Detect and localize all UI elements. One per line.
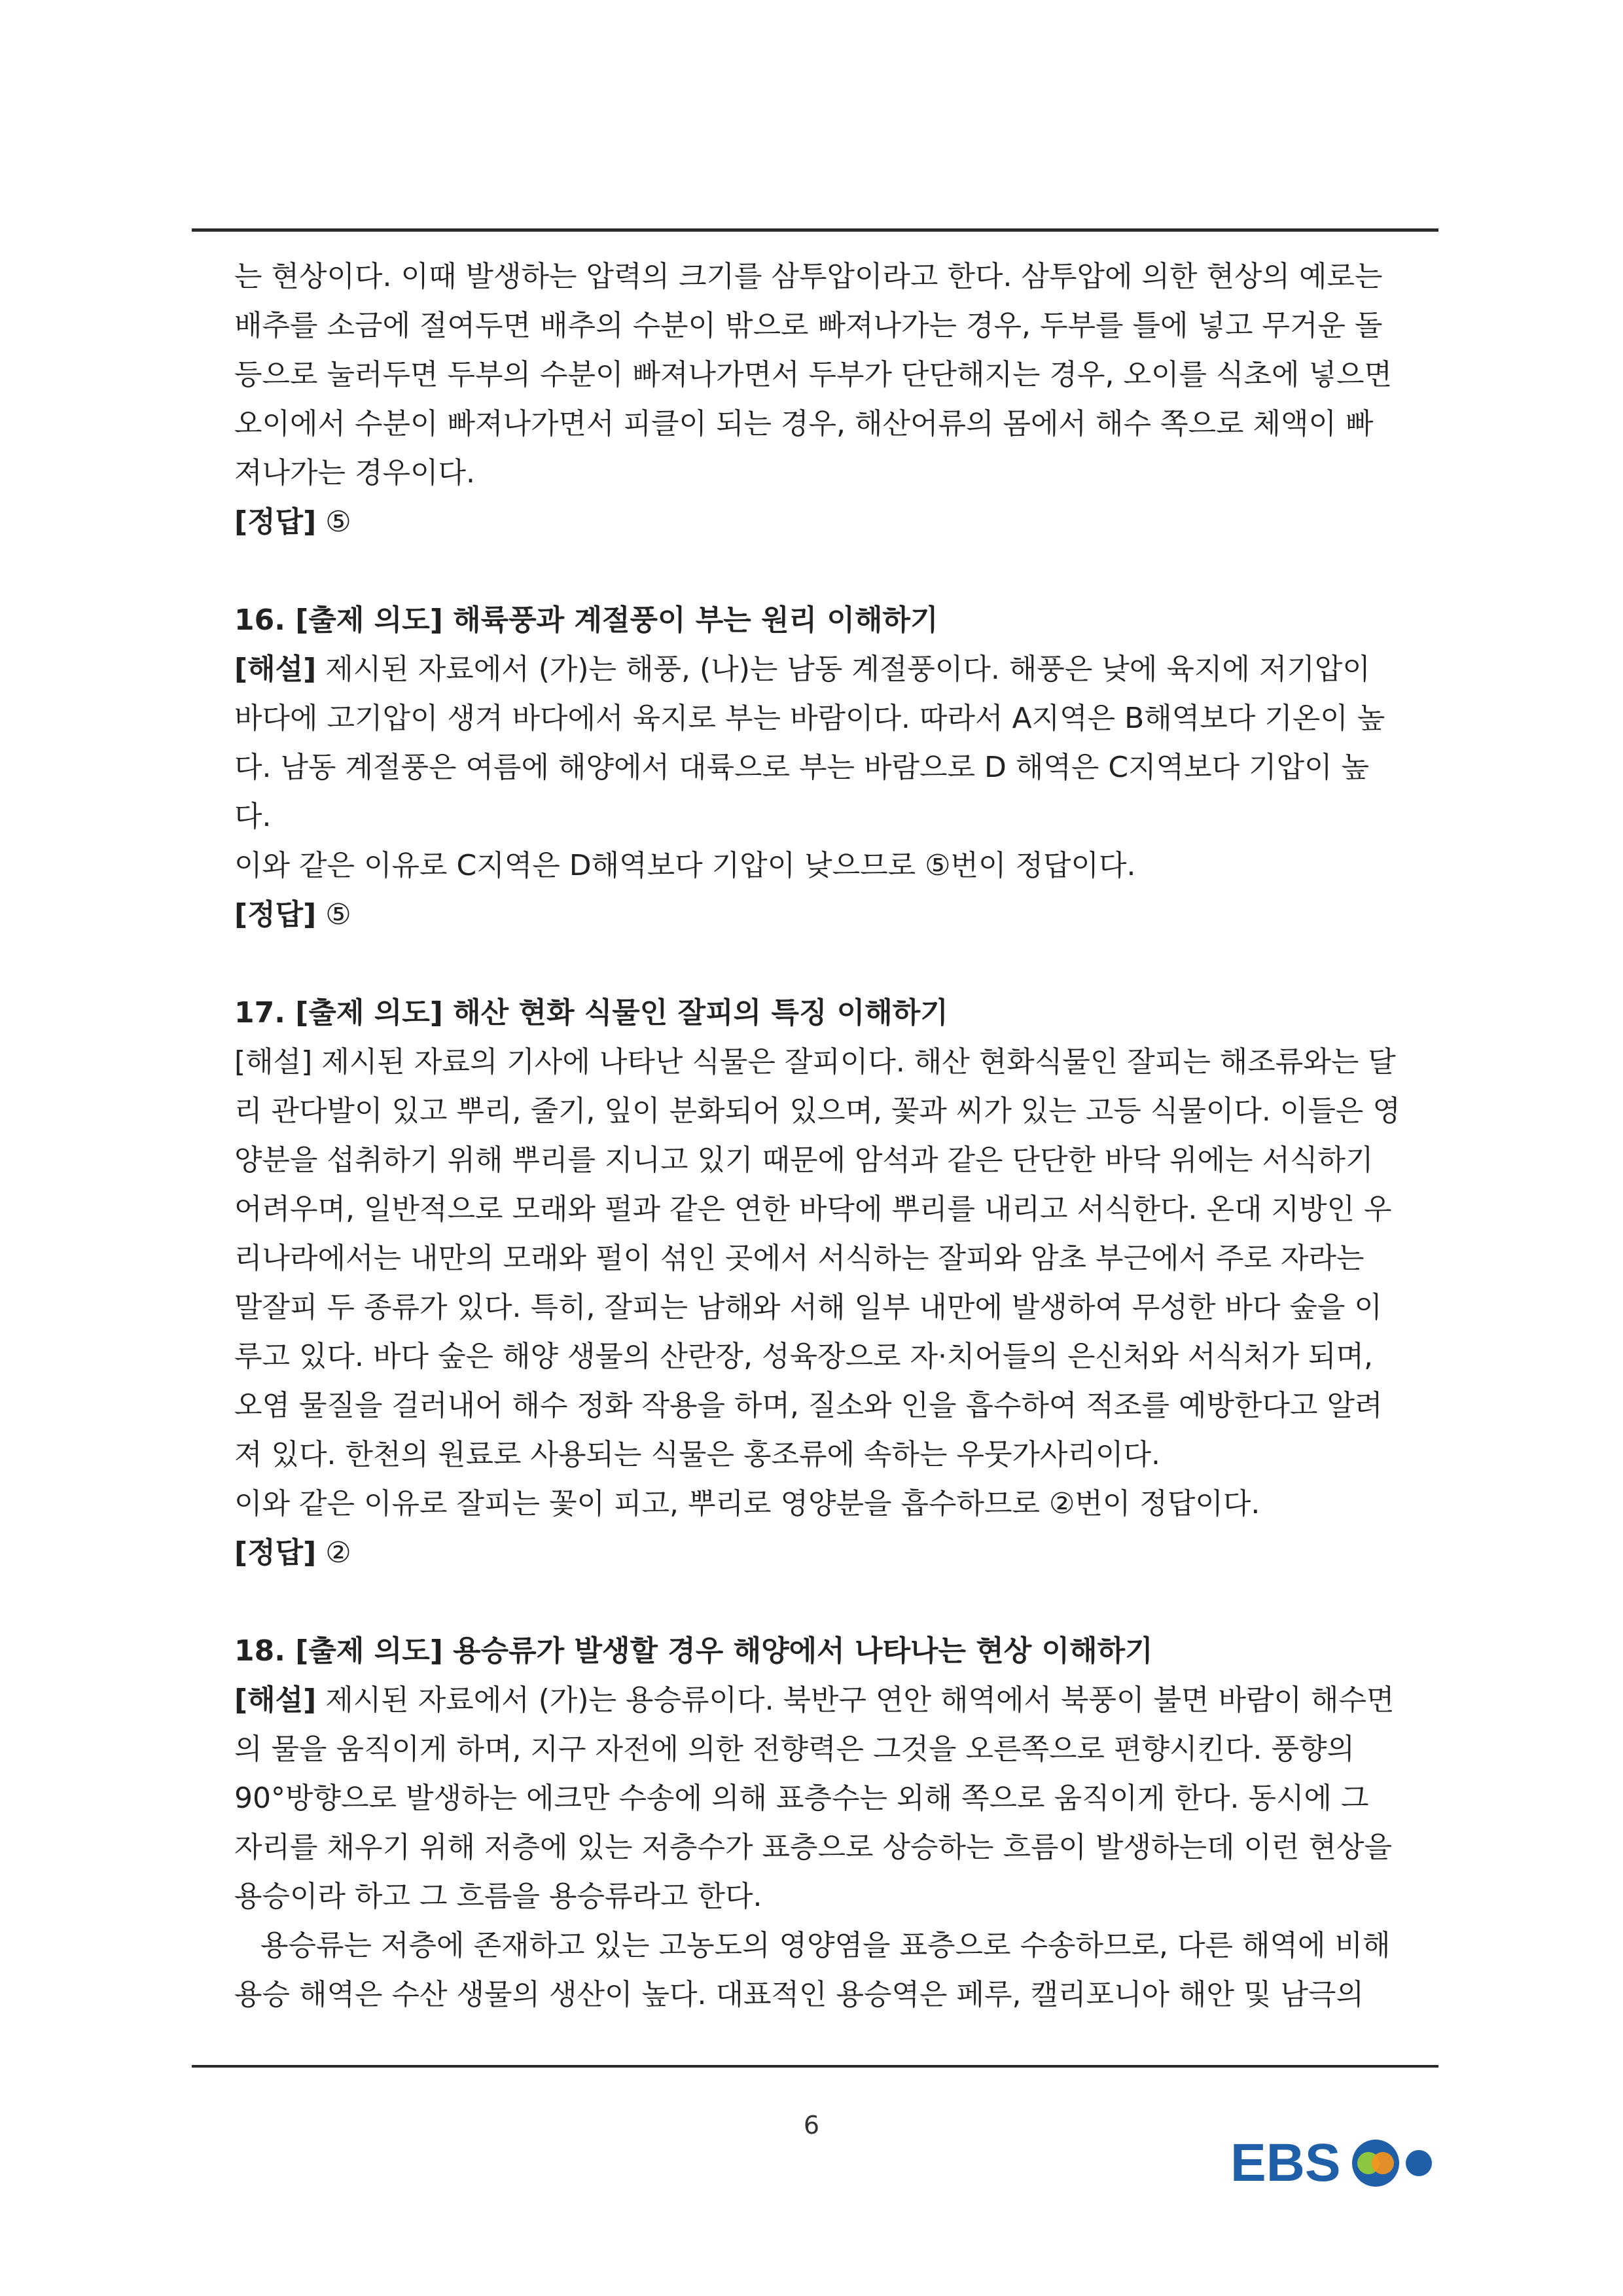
ebs-logo-text: EBS bbox=[1230, 2133, 1341, 2193]
explanation-label: [해설] bbox=[234, 1683, 317, 1717]
answer-label: [정답] bbox=[234, 505, 317, 539]
page-content bbox=[234, 252, 1400, 2019]
q17-explanation: [해설] 제시된 자료의 기사에 나타난 식물은 잘피이다. 해산 현화식물인 잘피는 해조류와는 달리 관다발이 있고 뿌리, 줄기, 잎이 분화되어 있으며, 꽃과 씨가 있는 고등 식물이다. 이들은 영양분을 섭취하기 위해 뿌리를 지니고 있기 때문에 암석과 같은 단단한 바닥 위에는 서식하기 어려우며, 일반적으로 모래와 펄과 같은 연한 바닥에 뿌리를 내리고 서식한다. 온대 지방인 우리나라에서는 내만의 모래와 펄이 섞인 곳에서 서식하는 잘피와 암초 부근에서 주로 자라는 말잘피 두 종류가 있다. 특히, 잘피는 남해와 서해 일부 내만에 발생하여 무성한 바다 숲을 이루고 있다. 바다 숲은 해양 생물의 산란장, 성육장으로 자·치어들의 은신처와 서식처가 되며, 오염 물질을 걸러내어 해수 정화 작용을 하며, 질소와 인을 흡수하여 적조를 예방한다고 알려져 있다. 한천의 원료로 사용되는 식물은 홍조류에 속하는 우뭇가사리이다. bbox=[234, 1045, 1400, 1471]
q15-explanation: 는 현상이다. 이때 발생하는 압력의 크기를 삼투압이라고 한다. 삼투압에 의한 현상의 예로는 배추를 소금에 절여두면 배추의 수분이 밖으로 빠져나가는 경우, 두부를 틀에 넣고 무거운 돌 등으로 눌러두면 두부의 수분이 빠져나가면서 두부가 단단해지는 경우, 오이를 식초에 넣으면 오이에서 수분이 빠져나가면서 피클이 되는 경우, 해산어류의 몸에서 해수 쪽으로 체액이 빠져나가는 경우이다. bbox=[234, 260, 1392, 490]
answer-value: ⑤ bbox=[325, 505, 351, 539]
explanation-label: [해설] bbox=[234, 653, 317, 686]
q17-heading: 17. [출제 의도] 해산 현화 식물인 잘피의 특징 이해하기 bbox=[234, 996, 948, 1030]
q18-explanation bbox=[234, 1676, 1400, 1921]
answer-value: ⑤ bbox=[325, 898, 351, 931]
top-rule bbox=[192, 228, 1438, 232]
q17-conclusion: 이와 같은 이유로 잘피는 꽃이 피고, 뿌리로 영양분을 흡수하므로 ②번이 정답이다. bbox=[234, 1487, 1260, 1520]
bottom-rule bbox=[192, 2065, 1438, 2068]
q15-answer bbox=[234, 497, 1400, 547]
q16-conclusion: 이와 같은 이유로 C지역은 D해역보다 기압이 낮으므로 ⑤번이 정답이다. bbox=[234, 849, 1136, 882]
q18-explanation-continued: 용승류는 저층에 존재하고 있는 고농도의 영양염을 표층으로 수송하므로, 다른 해역에 비해 용승 해역은 수산 생물의 생산이 높다. 대표적인 용승역은 페루, 캘리포니아 해안 및 남극의 bbox=[234, 1929, 1391, 2011]
q16-explanation bbox=[234, 645, 1400, 841]
ebs-logo bbox=[1230, 2127, 1466, 2199]
q18-heading: 18. [출제 의도] 용승류가 발생할 경우 해양에서 나타나는 현상 이해하기 bbox=[234, 1634, 1153, 1668]
q16-explanation-text: 제시된 자료에서 (가)는 해풍, (나)는 남동 계절풍이다. 해풍은 낮에 육지에 저기압이 바다에 고기압이 생겨 바다에서 육지로 부는 바람이다. 따라서 A지역은 B해역보다 기온이 높다. 남동 계절풍은 여름에 해양에서 대륙으로 부는 바람으로 D 해역은 C지역보다 기압이 높다. bbox=[234, 653, 1385, 833]
q16-answer bbox=[234, 890, 1400, 939]
answer-label: [정답] bbox=[234, 898, 317, 931]
answer-label: [정답] bbox=[234, 1536, 317, 1570]
logo-orange-dot-icon bbox=[1372, 2152, 1394, 2174]
q16-heading: 16. [출제 의도] 해륙풍과 계절풍이 부는 원리 이해하기 bbox=[234, 603, 938, 637]
q18-explanation-text: 제시된 자료에서 (가)는 용승류이다. 북반구 연안 해역에서 북풍이 불면 바람이 해수면의 물을 움직이게 하며, 지구 자전에 의한 전향력은 그것을 오른쪽으로 편향시킨다. 풍향의 90°방향으로 발생하는 에크만 수송에 의해 표층수는 외해 쪽으로 움직이게 한다. 동시에 그 자리를 채우기 위해 저층에 있는 저층수가 표층으로 상승하는 흐름이 발생하는데 이런 현상을 용승이라 하고 그 흐름을 용승류라고 한다. bbox=[234, 1683, 1395, 1913]
answer-value: ② bbox=[325, 1536, 351, 1570]
logo-blue-dot-icon bbox=[1406, 2150, 1432, 2176]
page-number: 6 bbox=[803, 2111, 820, 2140]
q17-answer bbox=[234, 1528, 1400, 1577]
